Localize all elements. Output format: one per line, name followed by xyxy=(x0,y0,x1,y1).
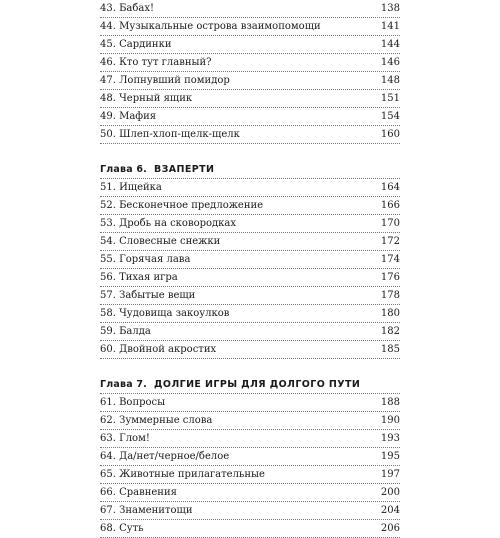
toc-entry-title: 58. Чудовища закоулков xyxy=(100,308,230,319)
chapter-heading-7 xyxy=(100,376,400,394)
toc-entry xyxy=(100,179,400,197)
toc-entry-page: 193 xyxy=(380,433,400,444)
toc-entry-page: 200 xyxy=(380,487,400,498)
section-spacer xyxy=(100,359,400,376)
toc-entry xyxy=(100,36,400,54)
table-of-contents xyxy=(100,0,400,538)
toc-entry-title: 51. Ищейка xyxy=(100,182,162,193)
toc-entry xyxy=(100,323,400,341)
section-spacer xyxy=(100,144,400,161)
toc-entry-title: 63. Глом! xyxy=(100,433,150,444)
toc-entry-title: 52. Бесконечное предложение xyxy=(100,200,264,211)
toc-entry-page: 185 xyxy=(380,344,400,355)
toc-entry xyxy=(100,0,400,18)
toc-entry-page: 160 xyxy=(380,129,400,140)
toc-entry-title: 49. Мафия xyxy=(100,111,157,122)
toc-entry-title: 47. Лопнувший помидор xyxy=(100,75,230,86)
toc-entry xyxy=(100,520,400,538)
toc-entry xyxy=(100,251,400,269)
toc-group-3 xyxy=(100,394,400,538)
toc-entry-title: 46. Кто тут главный? xyxy=(100,57,212,68)
toc-entry-page: 206 xyxy=(380,523,400,534)
toc-entry-title: 44. Музыкальные острова взаимопомощи xyxy=(100,21,321,32)
toc-entry-page: 188 xyxy=(380,397,400,408)
toc-entry xyxy=(100,126,400,144)
toc-entry-page: 172 xyxy=(380,236,400,247)
toc-entry-page: 151 xyxy=(380,93,400,104)
toc-entry-title: 43. Бабах! xyxy=(100,3,155,14)
toc-entry-page: 174 xyxy=(380,254,400,265)
toc-entry-page: 146 xyxy=(380,57,400,68)
toc-entry-title: 61. Вопросы xyxy=(100,397,166,408)
toc-entry-title: 45. Сардинки xyxy=(100,39,172,50)
toc-entry xyxy=(100,430,400,448)
toc-entry-page: 166 xyxy=(380,200,400,211)
chapter-label: Глава 6. xyxy=(100,164,147,175)
toc-entry-title: 57. Забытые вещи xyxy=(100,290,196,301)
toc-entry xyxy=(100,341,400,359)
toc-entry xyxy=(100,197,400,215)
toc-entry-page: 138 xyxy=(380,3,400,14)
toc-entry-page: 154 xyxy=(380,111,400,122)
toc-entry-title: 66. Сравнения xyxy=(100,487,177,498)
toc-entry-page: 180 xyxy=(380,308,400,319)
toc-entry-page: 144 xyxy=(380,39,400,50)
toc-entry xyxy=(100,108,400,126)
chapter-heading-6 xyxy=(100,161,400,179)
toc-entry-page: 182 xyxy=(380,326,400,337)
toc-entry xyxy=(100,287,400,305)
toc-entry-title: 48. Черный ящик xyxy=(100,93,193,104)
toc-entry xyxy=(100,412,400,430)
toc-entry-title: 53. Дробь на сковородках xyxy=(100,218,237,229)
toc-entry xyxy=(100,394,400,412)
chapter-label: Глава 7. xyxy=(100,379,147,390)
toc-entry-page: 176 xyxy=(380,272,400,283)
toc-entry xyxy=(100,484,400,502)
toc-entry-page: 197 xyxy=(380,469,400,480)
toc-entry-title: 68. Суть xyxy=(100,523,144,534)
toc-entry xyxy=(100,305,400,323)
toc-entry-page: 190 xyxy=(380,415,400,426)
toc-entry-title: 60. Двойной акростих xyxy=(100,344,217,355)
toc-group-1 xyxy=(100,0,400,144)
toc-entry xyxy=(100,18,400,36)
toc-entry-page: 164 xyxy=(380,182,400,193)
toc-entry xyxy=(100,215,400,233)
toc-entry xyxy=(100,269,400,287)
toc-entry-title: 56. Тихая игра xyxy=(100,272,178,283)
toc-entry xyxy=(100,466,400,484)
chapter-title: ВЗАПЕРТИ xyxy=(154,164,215,175)
toc-entry-page: 195 xyxy=(380,451,400,462)
chapter-title: ДОЛГИЕ ИГРЫ ДЛЯ ДОЛГОГО ПУТИ xyxy=(154,379,361,390)
toc-entry xyxy=(100,54,400,72)
toc-entry-page: 204 xyxy=(380,505,400,516)
toc-entry-page: 148 xyxy=(380,75,400,86)
toc-entry-title: 55. Горячая лава xyxy=(100,254,191,265)
toc-entry-title: 50. Шлеп-хлоп-щелк-щелк xyxy=(100,129,240,140)
toc-entry xyxy=(100,72,400,90)
toc-entry-title: 67. Знаменитощи xyxy=(100,505,193,516)
toc-entry-page: 178 xyxy=(380,290,400,301)
toc-entry-title: 64. Да/нет/черное/белое xyxy=(100,451,230,462)
toc-entry xyxy=(100,90,400,108)
toc-entry-title: 65. Животные прилагательные xyxy=(100,469,265,480)
toc-entry-page: 170 xyxy=(380,218,400,229)
toc-entry-title: 59. Балда xyxy=(100,326,151,337)
toc-entry-title: 62. Зуммерные слова xyxy=(100,415,213,426)
toc-group-2 xyxy=(100,179,400,359)
toc-entry xyxy=(100,502,400,520)
toc-entry xyxy=(100,233,400,251)
toc-entry-title: 54. Словесные снежки xyxy=(100,236,221,247)
toc-entry-page: 141 xyxy=(380,21,400,32)
toc-entry xyxy=(100,448,400,466)
